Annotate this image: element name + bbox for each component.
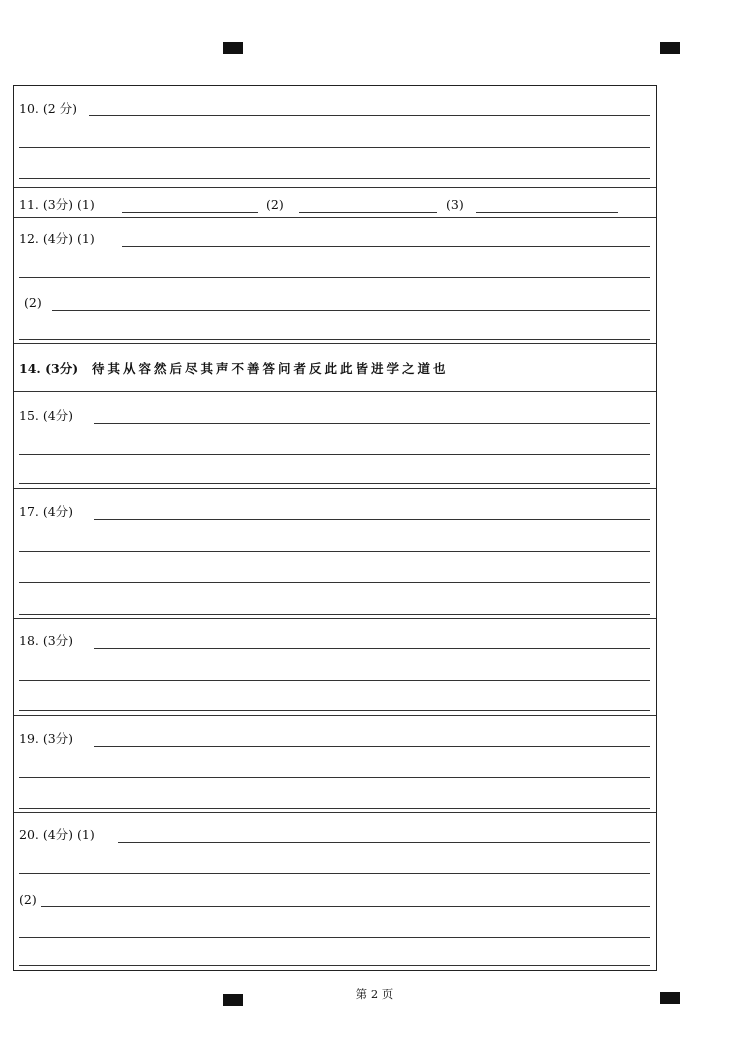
answer-line[interactable] [19, 965, 650, 966]
answer-line[interactable] [41, 906, 650, 907]
answer-line[interactable] [94, 746, 650, 747]
page-number: 第 2 页 [355, 987, 394, 1001]
question-12-section [14, 217, 656, 344]
answer-line[interactable] [19, 614, 650, 615]
question-11-label: 11. (3分) (1) [19, 197, 95, 212]
answer-line[interactable] [94, 423, 650, 424]
answer-line[interactable] [19, 147, 650, 148]
answer-line[interactable] [94, 648, 650, 649]
registration-mark-top-left [223, 42, 243, 54]
answer-line-3[interactable] [476, 212, 618, 213]
question-17-section [14, 488, 656, 619]
answer-line[interactable] [52, 310, 650, 311]
answer-line[interactable] [19, 277, 650, 278]
question-15-section [14, 391, 656, 489]
answer-line[interactable] [122, 246, 650, 247]
answer-line-2[interactable] [299, 212, 437, 213]
question-19-label: 19. (3分) [19, 731, 74, 746]
question-18-label: 18. (3分) [19, 633, 74, 648]
answer-line[interactable] [19, 551, 650, 552]
question-18-section [14, 618, 656, 716]
question-14-label: 14. (3分) [19, 361, 79, 376]
answer-line[interactable] [19, 178, 650, 179]
answer-line[interactable] [19, 808, 650, 809]
answer-line[interactable] [19, 680, 650, 681]
answer-line[interactable] [19, 710, 650, 711]
question-14-section [14, 343, 656, 392]
question-11-part-3-label: (3) [446, 197, 464, 212]
question-20-label: 20. (4分) (1) [19, 827, 95, 842]
answer-line[interactable] [19, 582, 650, 583]
answer-line[interactable] [94, 519, 650, 520]
answer-line[interactable] [118, 842, 650, 843]
question-20-part-2-label: (2) [19, 892, 37, 907]
answer-line[interactable] [19, 873, 650, 874]
question-19-section [14, 715, 656, 813]
answer-line[interactable] [89, 115, 650, 116]
question-12-label: 12. (4分) (1) [19, 231, 95, 246]
answer-line[interactable] [19, 937, 650, 938]
answer-line[interactable] [19, 777, 650, 778]
question-14-answer: 待其从容然后尽其声不善答问者反此此皆进学之道也 [92, 361, 449, 376]
answer-line[interactable] [19, 454, 650, 455]
question-10-section [14, 86, 656, 187]
question-17-label: 17. (4分) [19, 504, 74, 519]
question-12-part-2-label: (2) [24, 295, 42, 310]
answer-line[interactable] [19, 339, 650, 340]
question-11-section [14, 187, 656, 218]
registration-mark-top-right [660, 42, 680, 54]
question-10-label: 10. (2 分) [19, 101, 78, 116]
question-20-section [14, 812, 656, 971]
answer-sheet [13, 85, 657, 971]
answer-line-1[interactable] [122, 212, 258, 213]
question-11-part-2-label: (2) [266, 197, 284, 212]
question-15-label: 15. (4分) [19, 408, 74, 423]
answer-line[interactable] [19, 483, 650, 484]
